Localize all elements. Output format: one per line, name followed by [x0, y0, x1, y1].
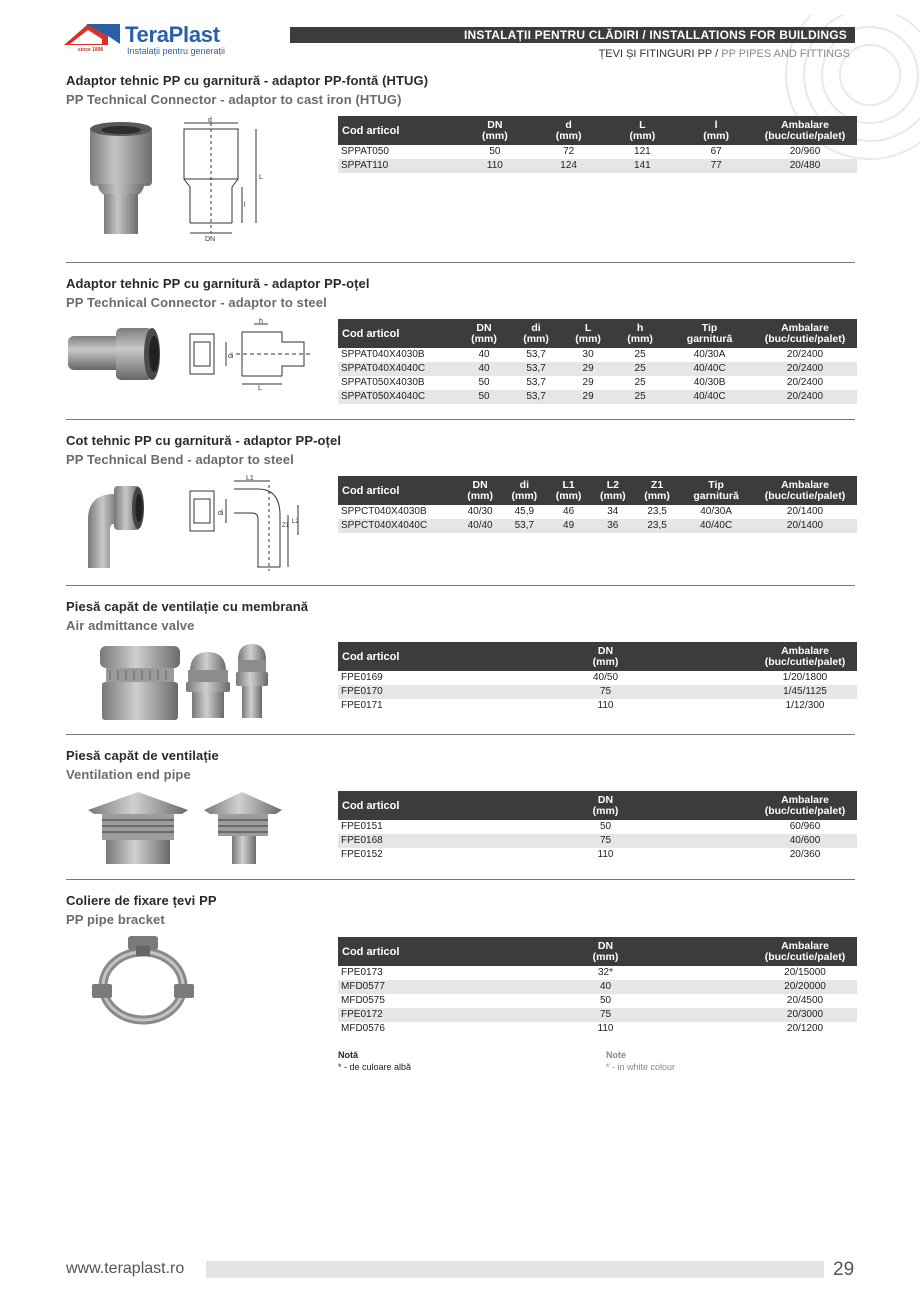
table-cell: 20/2400 [753, 390, 857, 404]
table-cell: 53,7 [510, 362, 562, 376]
table-cell: 40 [478, 349, 490, 360]
column-label: l [714, 119, 718, 131]
column-unit: (buc/cutie/palet) [764, 490, 846, 502]
subcategory-en: PP PIPES AND FITTINGS [718, 48, 850, 60]
article-code: SPPAT040X4030B [341, 349, 425, 360]
table-cell: 46 [563, 506, 575, 517]
article-code: SPPAT040X4040C [338, 362, 458, 376]
table-cell: 75 [458, 834, 753, 848]
column-unit: (buc/cutie/palet) [764, 805, 846, 817]
article-code: FPE0168 [338, 834, 458, 848]
column-header [510, 319, 562, 348]
column-header: Cod articol [338, 476, 458, 505]
section-title-ro: Adaptor tehnic PP cu garnitură - adaptor PP-oțel [66, 276, 370, 291]
column-unit: (buc/cutie/palet) [764, 333, 846, 345]
table-cell: 20/480 [753, 159, 857, 173]
note-ro [338, 1049, 411, 1073]
table-cell: 40/40 [458, 519, 502, 533]
brand-since: since 1896 [78, 47, 104, 53]
section-title-en: Ventilation end pipe [66, 767, 191, 782]
column-header: Cod articol [338, 937, 458, 966]
column-header [458, 791, 753, 820]
table-cell: 40/30A [693, 349, 726, 360]
note-en-text: * - in white colour [606, 1062, 676, 1072]
column-header [635, 476, 679, 505]
section-title-en: Air admittance valve [66, 618, 195, 633]
pipe-bracket-photo [88, 934, 198, 1028]
section-title-en: PP Technical Connector - adaptor to steel [66, 295, 327, 310]
column-unit: (mm) [467, 490, 493, 502]
dim-label-l: l [244, 202, 246, 209]
table-row [338, 820, 857, 834]
column-unit: (buc/cutie/palet) [764, 951, 846, 963]
table-cell: 53,7 [510, 390, 562, 404]
spec-table-bracket [338, 937, 857, 1036]
article-code: FPE0172 [338, 1008, 458, 1022]
column-label: Ambalare [781, 645, 829, 657]
column-header [614, 319, 666, 348]
section-divider [66, 262, 855, 263]
table-cell: 20/20000 [753, 980, 857, 994]
column-header [591, 476, 635, 505]
table-cell: 110 [597, 849, 614, 860]
table-cell: 20/360 [789, 849, 821, 860]
column-label: L [639, 119, 646, 131]
table-cell: 23,5 [635, 519, 679, 533]
column-header [532, 116, 606, 145]
table-row [338, 966, 857, 980]
column-header: Cod articol [338, 319, 458, 348]
table-cell: 1/45/1125 [753, 685, 857, 699]
column-unit: (mm) [629, 130, 656, 142]
article-code: SPPCT040X4030B [341, 506, 427, 517]
article-code: FPE0152 [341, 849, 383, 860]
note-en [606, 1049, 675, 1073]
section-divider [66, 879, 855, 880]
technical-bend-drawing [186, 475, 310, 573]
table-row [338, 848, 857, 862]
column-header [753, 319, 857, 348]
table-row [338, 376, 857, 390]
section-title-ro: Piesă capăt de ventilație cu membrană [66, 599, 309, 614]
table-cell: 20/2400 [753, 362, 857, 376]
column-label: L1 [562, 479, 575, 491]
column-unit: (mm) [627, 333, 653, 345]
steel-adaptor-photo [66, 326, 162, 382]
column-label: Ambalare [781, 940, 829, 952]
column-label: Ambalare [781, 479, 829, 491]
table-row [338, 159, 857, 173]
table-cell: 40/40C [666, 390, 753, 404]
table-cell: 20/2400 [786, 349, 824, 360]
column-label: DN [487, 119, 503, 131]
column-header [679, 116, 753, 145]
table-cell: 20/2400 [786, 377, 824, 388]
column-label: Ambalare [781, 119, 829, 131]
table-cell: 49 [546, 519, 590, 533]
column-unit: (mm) [511, 490, 538, 502]
column-header [606, 116, 680, 145]
column-header [458, 642, 753, 671]
column-header [679, 476, 753, 505]
column-unit: (mm) [555, 490, 582, 502]
article-code: FPE0169 [341, 672, 383, 683]
column-unit: garnitură [686, 333, 733, 345]
column-header [753, 791, 857, 820]
ventilation-end-pipe-photo [86, 790, 300, 866]
table-row [338, 390, 857, 404]
table-cell: 53,7 [526, 377, 546, 388]
column-unit: (mm) [644, 490, 670, 502]
column-unit: (mm) [592, 656, 619, 668]
spec-table-bend [338, 476, 857, 533]
section-divider [66, 585, 855, 586]
table-cell: 67 [710, 146, 722, 157]
column-unit: (mm) [482, 130, 508, 142]
column-label: L2 [606, 479, 619, 491]
column-label: L [584, 322, 592, 334]
column-header [458, 319, 510, 348]
column-header [458, 116, 532, 145]
table-row [338, 699, 857, 713]
dim-label-di: di [218, 510, 224, 517]
table-cell: 40/50 [592, 672, 619, 683]
section-divider [66, 734, 855, 735]
dim-label-DN: DN [205, 236, 216, 243]
table-row [338, 1008, 857, 1022]
table-cell: 20/1400 [786, 506, 824, 517]
column-unit: (mm) [575, 333, 601, 345]
table-cell: 40/40C [679, 519, 753, 533]
column-header [502, 476, 546, 505]
dim-label-di: di [228, 353, 234, 360]
table-cell: 25 [634, 349, 646, 360]
table-row [338, 671, 857, 685]
brand-tagline: Instalații pentru generații [127, 46, 226, 56]
spec-table-steel [338, 319, 857, 404]
column-header [753, 116, 857, 145]
table-row [338, 348, 857, 362]
table-cell: 77 [679, 159, 753, 173]
table-cell: 110 [597, 1023, 614, 1034]
column-unit: (mm) [523, 333, 549, 345]
table-cell: 20/3000 [753, 1008, 857, 1022]
article-code: SPPAT050X4040C [338, 390, 458, 404]
table-cell: 40/600 [753, 834, 857, 848]
column-header [753, 476, 857, 505]
article-code: FPE0151 [341, 821, 383, 832]
article-code: MFD0575 [341, 995, 385, 1006]
column-header: Cod articol [338, 116, 458, 145]
table-cell: 1/20/1800 [782, 672, 828, 683]
column-header [753, 642, 857, 671]
table-cell: 34 [607, 506, 619, 517]
column-label: DN [597, 645, 614, 657]
page-number: 29 [833, 1259, 855, 1280]
table-cell: 45,9 [514, 506, 535, 517]
table-row [338, 519, 857, 533]
article-code: SPPAT050 [341, 146, 389, 157]
column-unit: (mm) [592, 805, 619, 817]
table-cell: 40 [458, 362, 510, 376]
dim-label-h: h [259, 318, 263, 325]
column-header [546, 476, 590, 505]
section-title-en: PP Technical Connector - adaptor to cast iron (HTUG) [66, 92, 402, 107]
column-label: DN [597, 940, 614, 952]
column-label: Tip [708, 479, 724, 491]
table-row [338, 1022, 857, 1036]
column-label: Tip [701, 322, 718, 334]
brand-name: TeraPlast [125, 22, 220, 47]
column-label: Z1 [650, 479, 664, 491]
table-cell: 40 [458, 980, 753, 994]
table-cell: 29 [562, 390, 614, 404]
logo-roof-icon [64, 22, 120, 48]
table-cell: 36 [591, 519, 635, 533]
note-ro-text: * - de culoare albă [338, 1062, 412, 1072]
table-cell: 50 [458, 390, 510, 404]
table-cell: 110 [597, 700, 614, 711]
table-cell: 50 [478, 377, 490, 388]
article-code: SPPCT040X4040C [338, 519, 458, 533]
subcategory-ro: ȚEVI ȘI FITINGURI PP / [598, 48, 719, 60]
table-cell: 124 [532, 159, 606, 173]
subcategory [599, 48, 850, 60]
category-banner [290, 27, 855, 43]
table-row [338, 362, 857, 376]
column-label: di [531, 322, 541, 334]
dim-label-L2: L2 [292, 519, 299, 525]
category-title: INSTALAȚII PENTRU CLĂDIRI / INSTALLATIONS FOR BUILDINGS [464, 28, 847, 42]
article-code: FPE0170 [338, 685, 458, 699]
table-cell: 29 [582, 377, 594, 388]
column-header [562, 319, 614, 348]
table-cell: 1/12/300 [785, 700, 825, 711]
column-label: h [636, 322, 644, 334]
column-unit: (mm) [555, 130, 582, 142]
note-en-title: Note [606, 1050, 626, 1060]
table-cell: 40/30B [693, 377, 726, 388]
section-title-ro: Piesă capăt de ventilație [66, 748, 219, 763]
table-cell: 25 [634, 377, 646, 388]
table-cell: 60/960 [789, 821, 821, 832]
air-admittance-valve-photo [98, 642, 294, 722]
section-title-en: PP pipe bracket [66, 912, 165, 927]
table-cell: 53,7 [526, 349, 546, 360]
column-header [458, 937, 753, 966]
article-code: MFD0577 [338, 980, 458, 994]
column-header: Cod articol [338, 791, 458, 820]
table-cell: 20/1400 [753, 519, 857, 533]
dim-label-Z1: Z1 [282, 523, 290, 529]
column-label: DN [472, 479, 488, 491]
article-code: FPE0171 [341, 700, 383, 711]
column-label: di [519, 479, 530, 491]
table-cell: 25 [614, 362, 666, 376]
table-row [338, 505, 857, 519]
table-cell: 32* [597, 967, 613, 978]
spec-table-air-valve [338, 642, 857, 713]
table-cell: 53,7 [502, 519, 546, 533]
column-header [666, 319, 753, 348]
column-unit: (mm) [592, 951, 619, 963]
brand-logo [64, 22, 244, 56]
table-cell: 29 [562, 362, 614, 376]
htug-technical-drawing [178, 115, 270, 243]
article-code: MFD0576 [341, 1023, 385, 1034]
table-cell: 141 [606, 159, 680, 173]
column-label: Ambalare [781, 794, 829, 806]
table-cell: 110 [458, 159, 532, 173]
table-cell: 40/30 [467, 506, 493, 517]
column-unit: (buc/cutie/palet) [764, 130, 846, 142]
column-unit: (mm) [471, 333, 497, 345]
footer-url[interactable]: www.teraplast.ro [66, 1260, 185, 1277]
table-cell: 40/30A [700, 506, 732, 517]
column-label: Ambalare [781, 322, 829, 334]
steel-adaptor-drawing [186, 318, 312, 390]
section-title-ro: Cot tehnic PP cu garnitură - adaptor PP-oțel [66, 433, 342, 448]
dim-label-L: L [258, 385, 262, 390]
dim-label-d: d [208, 117, 212, 124]
table-row [338, 145, 857, 159]
dim-label-L1: L1 [246, 475, 254, 482]
section-title-en: PP Technical Bend - adaptor to steel [66, 452, 294, 467]
column-unit: garnitură [693, 490, 739, 502]
article-code: SPPAT050X4030B [341, 377, 425, 388]
column-label: d [565, 119, 572, 131]
table-cell: 50 [599, 995, 612, 1006]
table-row [338, 834, 857, 848]
htug-adaptor-photo [88, 120, 158, 236]
table-cell: 23,5 [647, 506, 667, 517]
table-cell: 20/960 [789, 146, 821, 157]
table-cell: 72 [563, 146, 575, 157]
column-header [753, 937, 857, 966]
spec-table-htug [338, 116, 857, 173]
dim-label-L: L [259, 174, 263, 181]
table-cell: 75 [458, 685, 753, 699]
table-cell: 20/1200 [786, 1023, 824, 1034]
article-code: SPPAT110 [338, 159, 458, 173]
section-title-ro: Coliere de fixare țevi PP [66, 893, 217, 908]
column-unit: (mm) [599, 490, 626, 502]
column-label: DN [476, 322, 492, 334]
section-divider [66, 419, 855, 420]
column-unit: (mm) [703, 130, 729, 142]
column-header: Cod articol [338, 642, 458, 671]
spec-table-ventilation [338, 791, 857, 862]
table-cell: 25 [614, 390, 666, 404]
table-cell: 20/4500 [786, 995, 824, 1006]
column-header [458, 476, 502, 505]
footer-bar [206, 1261, 824, 1278]
note-ro-title: Notă [338, 1050, 358, 1060]
column-unit: (buc/cutie/palet) [764, 656, 846, 668]
table-cell: 20/15000 [784, 967, 826, 978]
section-title-ro: Adaptor tehnic PP cu garnitură - adaptor PP-fontă (HTUG) [66, 73, 429, 88]
column-label: DN [597, 794, 614, 806]
table-row [338, 994, 857, 1008]
technical-bend-photo [84, 484, 146, 568]
table-cell: 75 [458, 1008, 753, 1022]
table-cell: 30 [582, 349, 594, 360]
table-cell: 40/40C [666, 362, 753, 376]
table-cell: 121 [634, 146, 651, 157]
table-cell: 50 [489, 146, 501, 157]
table-row [338, 685, 857, 699]
table-row [338, 980, 857, 994]
article-code: FPE0173 [341, 967, 383, 978]
table-cell: 50 [599, 821, 612, 832]
